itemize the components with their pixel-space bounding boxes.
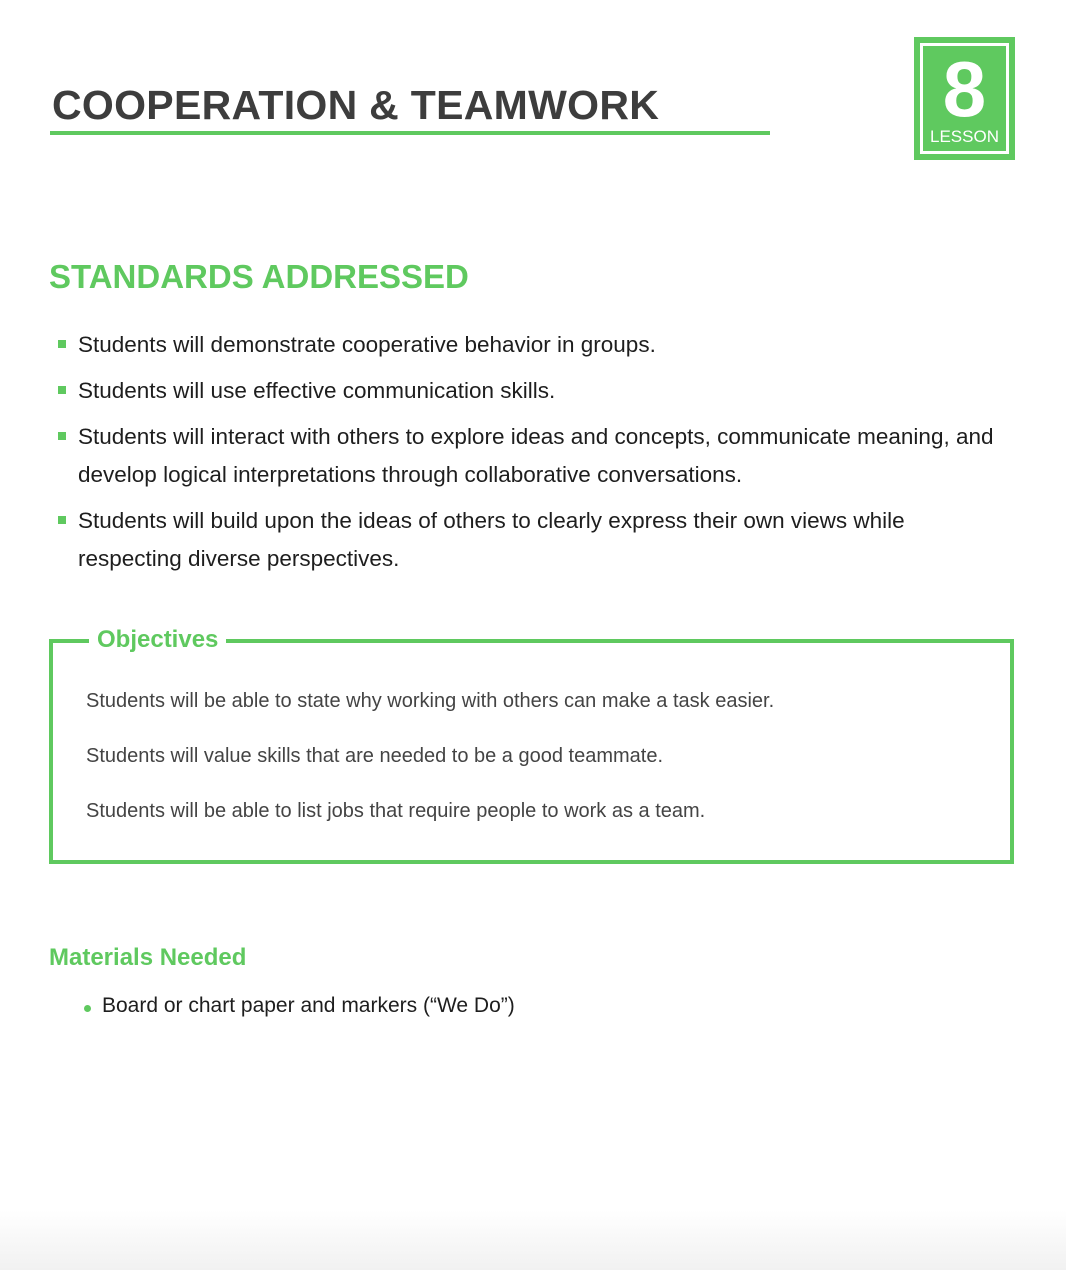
standard-item: Students will interact with others to explore ideas and concepts, communicate meaning, and develop logical interpretations through collaborative conversations. [58, 418, 1008, 494]
objectives-heading: Objectives [89, 626, 226, 654]
objective-item: Students will value skills that are needed to be a good teammate. [86, 745, 664, 767]
standards-heading: STANDARDS ADDRESSED [49, 258, 469, 295]
title-underline [50, 131, 770, 135]
material-item: Board or chart paper and markers (“We Do”) [82, 994, 515, 1018]
lesson-badge-frame [920, 43, 1009, 154]
materials-heading: Materials Needed [49, 944, 247, 971]
standard-item: Students will demonstrate cooperative behavior in groups. [58, 326, 1008, 364]
standards-list [58, 326, 1008, 586]
lesson-label: LESSON [930, 127, 999, 146]
objective-item: Students will be able to list jobs that require people to work as a team. [86, 800, 706, 822]
standard-item: Students will build upon the ideas of others to clearly express their own views while respecting diverse perspectives. [58, 502, 1008, 578]
standard-item: Students will use effective communication skills. [58, 372, 1008, 410]
objective-item: Students will be able to state why working with others can make a task easier. [86, 690, 775, 712]
materials-list [82, 994, 515, 1018]
page-title: COOPERATION & TEAMWORK [52, 82, 660, 128]
lesson-number: 8 [942, 45, 987, 133]
lesson-badge [914, 37, 1015, 160]
objectives-box [49, 626, 1014, 864]
